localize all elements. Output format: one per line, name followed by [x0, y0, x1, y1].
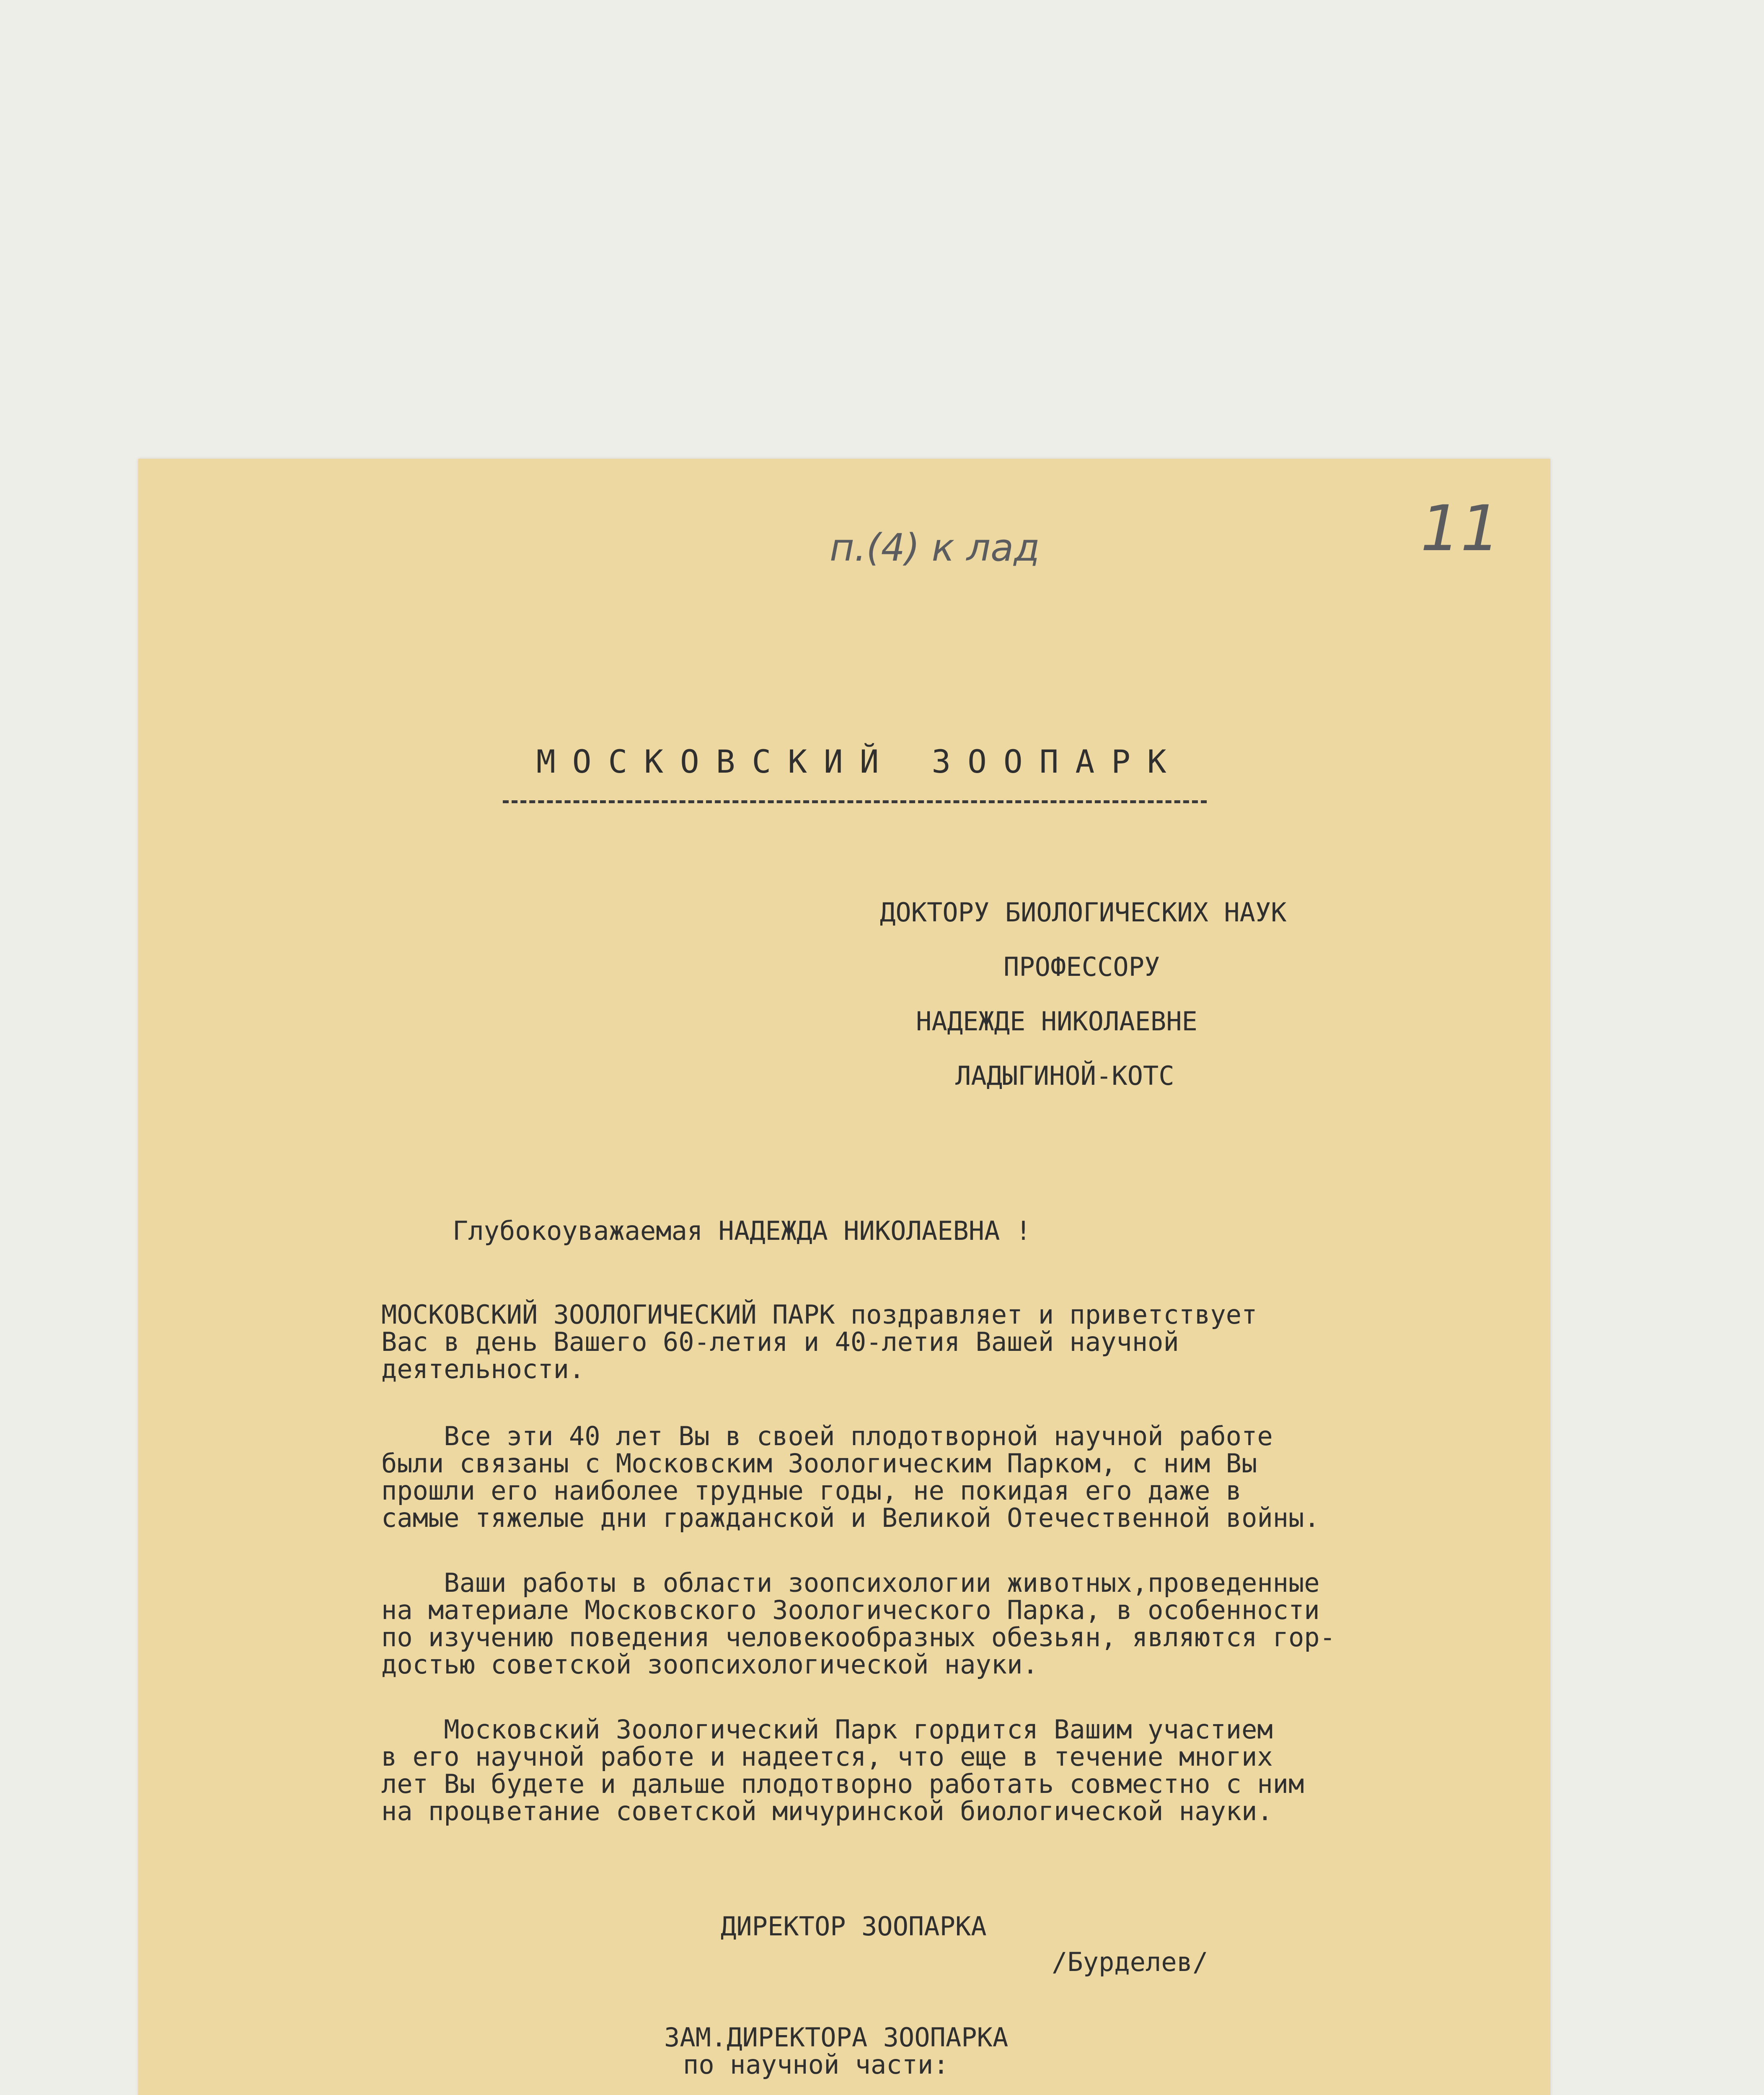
addressee-line-2: ПРОФЕССОРУ [1004, 952, 1160, 982]
director-name: /Бурделев/ [1052, 1947, 1208, 1977]
body-line: Вас в день Вашего 60-летия и 40-летия Вашей научной [381, 1327, 1179, 1357]
body-line: лет Вы будете и дальше плодотворно работать совместно с ним [381, 1769, 1304, 1799]
addressee-line-3: НАДЕЖДЕ НИКОЛАЕВНЕ [916, 1006, 1198, 1037]
archive-reference-note: п.(4) к лад [830, 526, 1040, 570]
body-line: Московский Зоологический Парк гордится Вашим участием [381, 1714, 1273, 1745]
addressee-line-1: ДОКТОРУ БИОЛОГИЧЕСКИХ НАУК [880, 897, 1287, 928]
deputy-title: ЗАМ.ДИРЕКТОРА ЗООПАРКА [664, 2022, 1009, 2053]
body-line: МОСКОВСКИЙ ЗООЛОГИЧЕСКИЙ ПАРК поздравляет и приветствует [381, 1299, 1257, 1330]
letterhead-title: МОСКОВСКИЙ ЗООПАРК [536, 743, 1183, 780]
page-number-note: 11 [1420, 492, 1500, 565]
body-line: самые тяжелые дни гражданской и Великой Отечественной войны. [381, 1503, 1320, 1533]
body-line: на процветание советской мичуринской биологической науки. [381, 1796, 1273, 1826]
body-line: Ваши работы в области зоопсихологии животных,проведенные [381, 1567, 1320, 1598]
deputy-subtitle: по научной части: [683, 2049, 949, 2080]
addressee-line-4: ЛАДЫГИНОЙ-КОТС [955, 1060, 1174, 1091]
document-page [138, 459, 1550, 2095]
salutation: Глубокоуважаемая НАДЕЖДА НИКОЛАЕВНА ! [453, 1216, 1032, 1246]
director-title: ДИРЕКТОР ЗООПАРКА [721, 1911, 987, 1942]
body-line: по изучению поведения человекообразных обезьян, являются гор- [381, 1622, 1335, 1653]
body-line: достью советской зоопсихологической науки. [381, 1649, 1038, 1680]
body-line: деятельности. [381, 1354, 585, 1384]
body-line: прошли его наиболее трудные годы, не покидая его даже в [381, 1475, 1242, 1506]
body-line: были связаны с Московским Зоологическим Парком, с ним Вы [381, 1448, 1257, 1479]
body-line: на материале Московского Зоологического Парка, в особенности [381, 1595, 1320, 1625]
body-line: в его научной работе и надеется, что еще в течение многих [381, 1741, 1273, 1772]
body-line: Все эти 40 лет Вы в своей плодотворной научной работе [381, 1421, 1273, 1451]
title-underline [503, 800, 1207, 803]
